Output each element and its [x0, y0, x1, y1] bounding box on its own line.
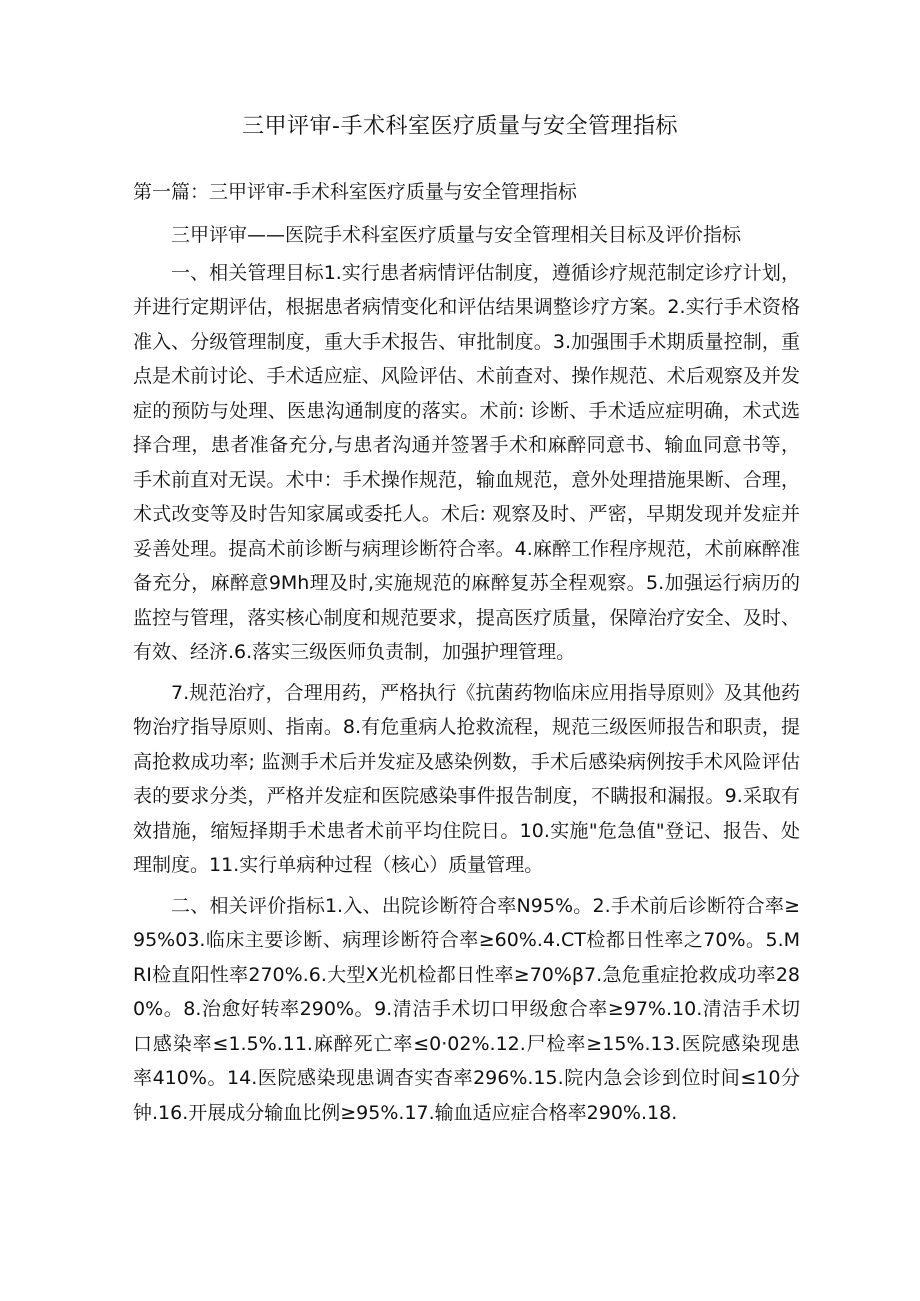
- document-body: [133, 218, 800, 1136]
- evaluation-indicators-paragraph: 二、相关评价指标1.入、出院诊断符合率N95%。2.手术前后诊断符合率≥95%03.临床主要诊断、病理诊断符合率≥60%.4.CT检都日性率之70%。5.MRI检直阳性率270%.6.大型X光机检都日性率≥70%β7.急危重症抢救成功率280%。8.治愈好转率290%。9.清洁手术切口甲级愈合率≥97%.10.清洁手术切口感染率≤1.5%.11.麻醉死亡率≤0·02%.12.尸检率≥15%.13.医院感染现患率410%。14.医院感染现患调杳实杳率296%.15.院内急会诊到位时间≤10分钟.16.开展成分输血比例≥95%.17.输血适应症合格率290%.18.: [133, 894, 800, 1124]
- subtitle-paragraph: 三甲评审——医院手术科室医疗质量与安全管理相关目标及评价指标: [171, 224, 742, 246]
- chapter-heading: 第一篇：三甲评审-手术科室医疗质量与安全管理指标: [133, 181, 577, 203]
- management-goals-continued-paragraph: 7.规范治疗，合理用药，严格执行《抗菌药物临床应用指导原则》及其他药物治疗指导原则、指南。8.有危重病人抢救流程，规范三级医师报告和职责，提高抢救成功率; 监测手术后并发症及感染例数，手术后感染病例按手术风险评估表的要求分类，严格并发症和医院感染事件报告制度，不瞒报和漏报。9.采取有效措施，缩短择期手术患者术前平均住院日。10.实施"危急值"登记、报告、处理制度。11.实行单病种过程（核心）质量管理。: [133, 681, 800, 876]
- management-goals-paragraph: 一、相关管理目标1.实行患者病情评估制度，遵循诊疗规范制定诊疗计划，并进行定期评估，根据患者病情变化和评估结果调整诊疗方案。2.实行手术资格准入、分级管理制度，重大手术报告、审批制度。3.加强围手术期质量控制，重点是术前讨论、手术适应症、风险评估、术前查对、操作规范、术后观察及并发症的预防与处理、医患沟通制度的落实。术前: 诊断、手术适应症明确，术式选择合理，患者准备充分,与患者沟通并签署手术和麻醉同意书、输血同意书等，手术前直对无误。术中：手术操作规范，输血规范，意外处理措施果断、合理，术式改变等及时告知家属或委托人。术后: 观察及时、严密，早期发现并发症并妥善处理。提高术前诊断与病理诊断符合率。4.麻醉工作程序规范，术前麻醉准备充分，麻醉意9Mh理及时,实施规范的麻醉复苏全程观察。5.加强运行病历的监控与管理，落实核心制度和规范要求，提高医疗质量，保障治疗安全、及时、有效、经济.6.落实三级医师负责制，加强护理管理。: [133, 261, 800, 663]
- document-title: 三甲评审-手术科室医疗质量与安全管理指标: [242, 114, 678, 139]
